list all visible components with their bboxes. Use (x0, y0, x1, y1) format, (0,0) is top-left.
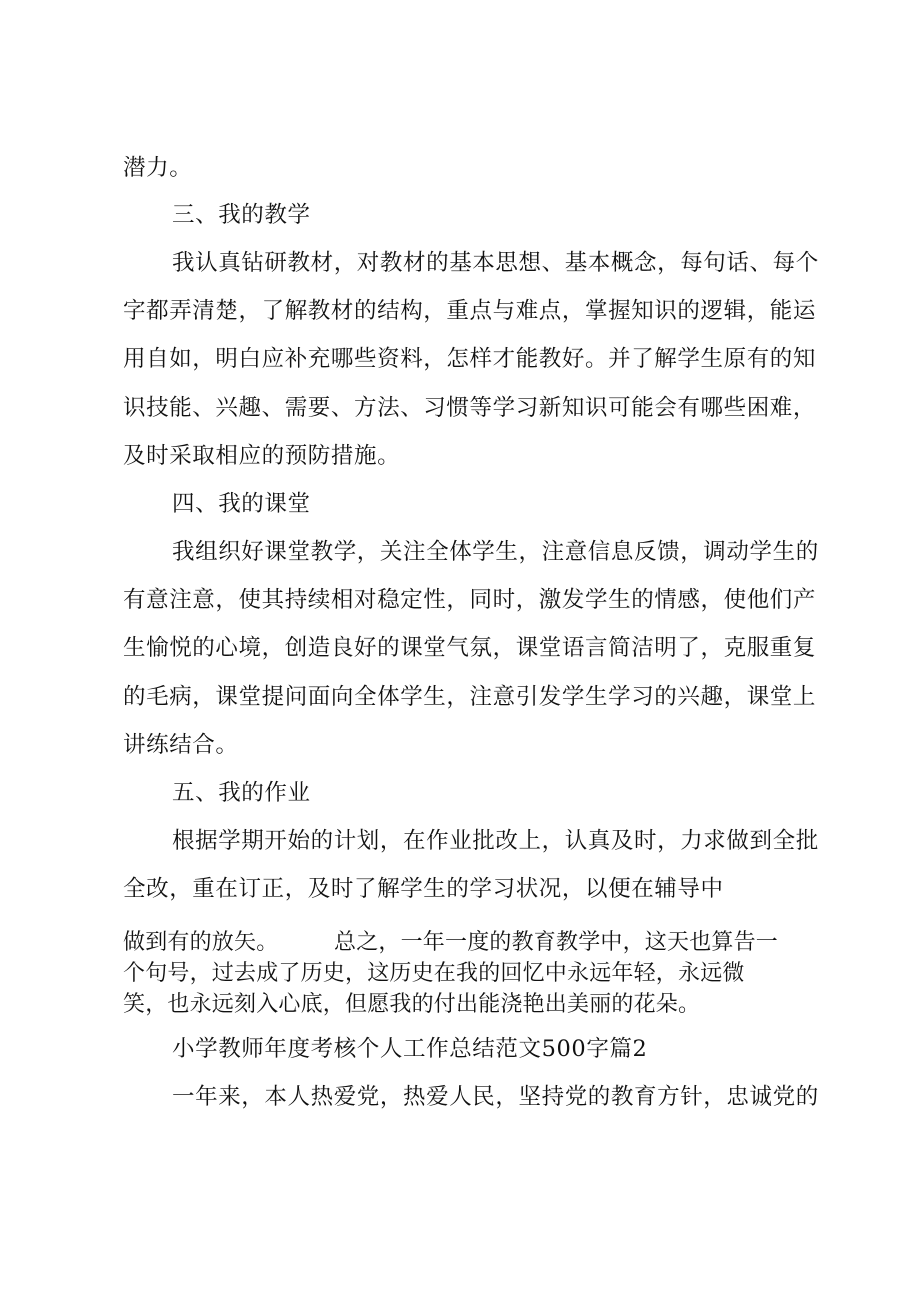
paragraph-line: 生愉悦的心境，创造良好的课堂气氛，课堂语言简洁明了，克服重复 (123, 635, 817, 661)
paragraph-line: 做到有的放矢。 总之，一年一度的教育教学中，这天也算告一 (123, 930, 779, 955)
section-heading: 四、我的课堂 (172, 491, 311, 517)
paragraph-line: 一年来，本人热爱党，热爱人民，坚持党的教育方针，忠诚党的 (172, 1084, 819, 1110)
paragraph-line: 笑，也永远刻入心底，但愿我的付出能浇艳出美丽的花朵。 (123, 992, 701, 1017)
paragraph-line: 我认真钻研教材，对教材的基本思想、基本概念，每句话、每个 (172, 250, 819, 276)
paragraph-line: 有意注意，使其持续相对稳定性，同时，激发学生的情感，使他们产 (123, 587, 817, 613)
article-title: 小学教师年度考核个人工作总结范文500字篇2 (172, 1036, 648, 1062)
section-heading: 三、我的教学 (172, 202, 311, 228)
paragraph-line: 字都弄清楚，了解教材的结构，重点与难点，掌握知识的逻辑，能运 (123, 298, 817, 324)
paragraph-line: 根据学期开始的计划，在作业批改上，认真及时，力求做到全批 (172, 828, 819, 854)
paragraph-line: 讲练结合。 (123, 732, 239, 758)
paragraph-line: 全改，重在订正，及时了解学生的学习状况，以便在辅导中 (123, 876, 724, 902)
paragraph-line: 潜力。 (123, 155, 193, 181)
paragraph-line: 个句号，过去成了历史，这历史在我的回忆中永远年轻，永远微 (123, 961, 745, 986)
paragraph-line: 的毛病，课堂提问面向全体学生，注意引发学生学习的兴趣，课堂上 (123, 684, 817, 710)
paragraph-line: 及时采取相应的预防措施。 (123, 443, 401, 469)
paragraph-line: 我组织好课堂教学，关注全体学生，注意信息反馈，调动学生的 (172, 539, 819, 565)
section-heading: 五、我的作业 (172, 780, 311, 806)
paragraph-line: 用自如，明白应补充哪些资料，怎样才能教好。并了解学生原有的知 (123, 346, 817, 372)
paragraph-line: 识技能、兴趣、需要、方法、习惯等学习新知识可能会有哪些困难， (123, 395, 817, 421)
